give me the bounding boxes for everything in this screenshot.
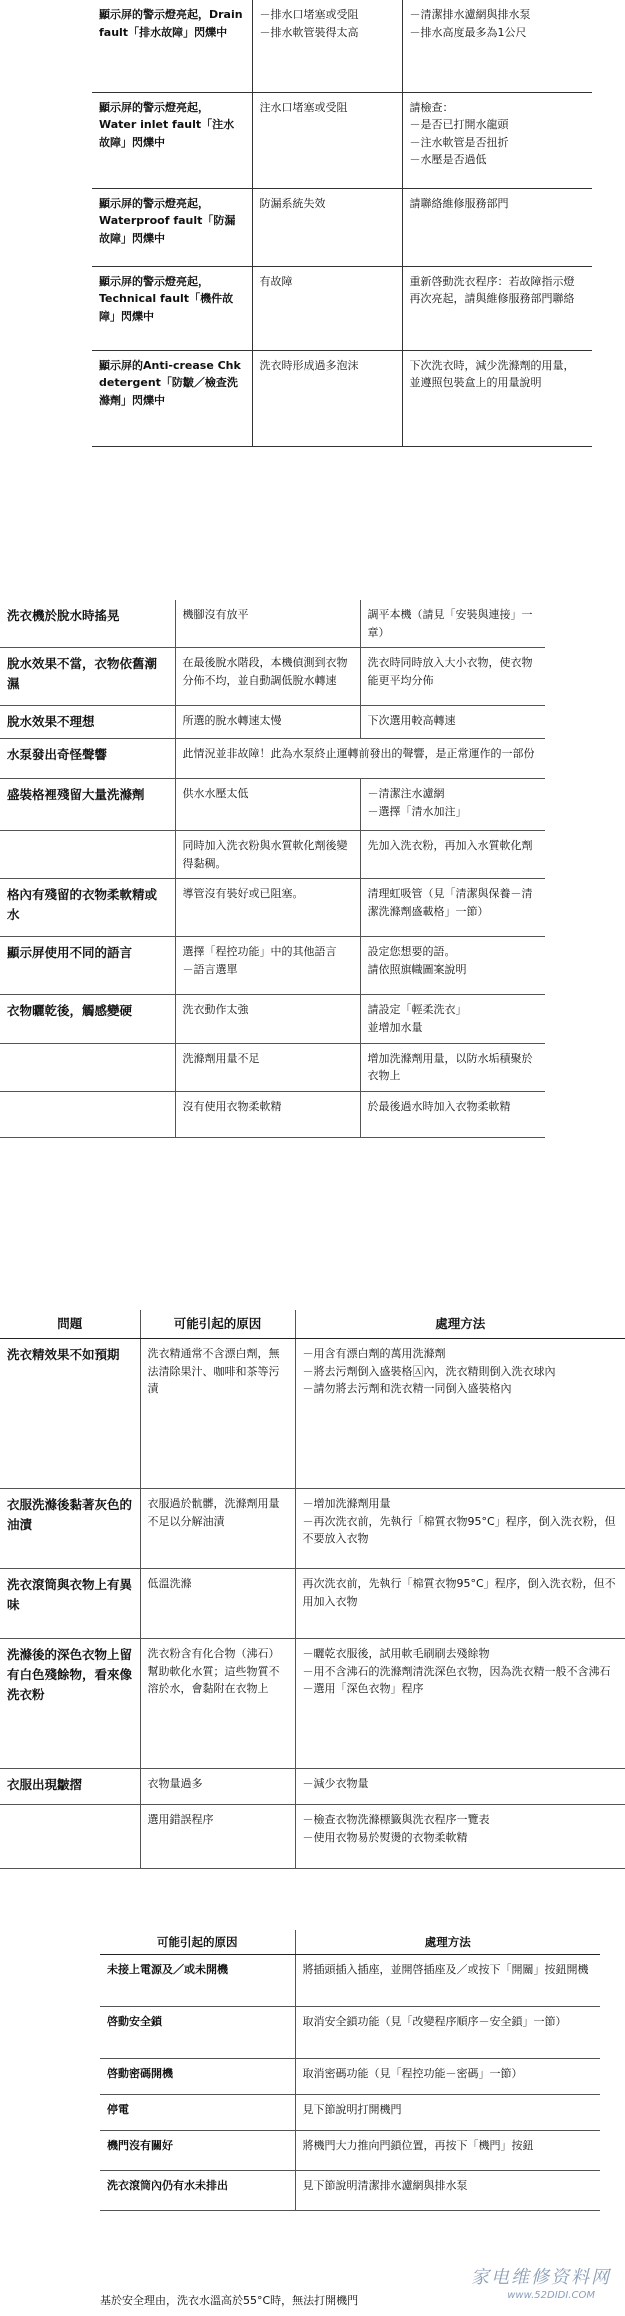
- cause-cell: [175, 779, 360, 831]
- cause-cell: [140, 1569, 295, 1639]
- fault-table-3: [0, 1310, 625, 1869]
- problem-cell: 顯示屏的警示燈亮起，Drain fault「排水故障」閃爍中: [92, 0, 252, 92]
- text-line: 洗衣粉含有化合物（沸石）幫助軟化水質；這些物質不溶於水，會黏附在衣物上: [147, 1647, 280, 1696]
- cause-cell: 啓動密碼開機: [100, 2059, 295, 2095]
- text-line: 並增加水量: [367, 1020, 423, 1034]
- text-line: －注水軟管是否扭折: [409, 135, 509, 149]
- solution-cell: 將插頭插入插座，並開啓插座及／或按下「開關」按鈕開機: [295, 1955, 600, 2007]
- cause-cell: [175, 1043, 360, 1091]
- text-line: －用不含沸石的洗滌劑清洗深色衣物，因為洗衣精一般不含沸石: [302, 1664, 611, 1678]
- header-solution: 處理方法: [295, 1930, 600, 1955]
- solution-cell: [402, 0, 592, 92]
- header-cause: 可能引起的原因: [100, 1930, 295, 1955]
- problem-cell: 洗衣滾筒與衣物上有異味: [0, 1569, 140, 1639]
- solution-cell: [360, 879, 545, 937]
- text-line: 供水水壓太低: [182, 787, 249, 801]
- fault-table-2-grid: [0, 600, 545, 1138]
- text-line: 有故障: [259, 274, 293, 288]
- problem-cell: [0, 1091, 175, 1137]
- watermark-url: www.52DIDI.COM: [507, 2290, 595, 2301]
- text-line: 機腳沒有放平: [182, 608, 249, 621]
- solution-cell: 見下節說明打開機門: [295, 2095, 600, 2131]
- text-line: 於最後過水時加入衣物柔軟精: [367, 1099, 511, 1113]
- text-line: 防漏系統失效: [259, 196, 326, 210]
- cause-cell: [175, 879, 360, 937]
- text-line: 同時加入洗衣粉與水質軟化劑後變得黏稠。: [182, 839, 348, 870]
- problem-cell: [0, 1043, 175, 1091]
- table-row: [0, 995, 545, 1043]
- fault-table-2: [0, 600, 545, 1138]
- table-row: [0, 1489, 625, 1569]
- text-line: －使用衣物易於熨燙的衣物柔軟精: [302, 1830, 468, 1844]
- table-row: [92, 350, 592, 446]
- problem-cell: 水泵發出奇怪聲響: [0, 739, 175, 779]
- solution-cell: [402, 350, 592, 446]
- table-row: [100, 2131, 600, 2171]
- solution-cell: [295, 1769, 625, 1805]
- text-line: 此情況並非故障！此為水泵終止運轉前發出的聲響，是正常運作的一部份: [182, 747, 535, 761]
- problem-cell: 顯示屏使用不同的語言: [0, 937, 175, 995]
- cause-cell: [175, 648, 360, 706]
- fault-table-4: [100, 1930, 600, 2211]
- table-row: [0, 879, 545, 937]
- cause-cell: [140, 1339, 295, 1489]
- text-line: －選用「深色衣物」程序: [302, 1682, 424, 1696]
- fault-table-3-grid: [0, 1310, 625, 1869]
- text-line: 選擇「程控功能」中的其他語言: [182, 945, 337, 959]
- cause-cell: [140, 1769, 295, 1805]
- cause-cell: 洗衣滾筒內仍有水未排出: [100, 2171, 295, 2211]
- table-row: [0, 1639, 625, 1769]
- problem-cell: [0, 1805, 140, 1869]
- problem-cell: 衣服出現皺摺: [0, 1769, 140, 1805]
- text-line: 洗衣精通常不含漂白劑，無法清除果汁、咖啡和茶等污漬: [147, 1347, 280, 1396]
- cause-cell: [252, 92, 402, 188]
- text-line: －用含有漂白劑的萬用洗滌劑: [302, 1347, 446, 1360]
- solution-cell: [360, 995, 545, 1043]
- solution-cell: [360, 1091, 545, 1137]
- text-line: 下次洗衣時，減少洗滌劑的用量，並遵照包裝盒上的用量說明: [409, 358, 575, 390]
- cause-cell: 啓動安全鎖: [100, 2007, 295, 2059]
- text-line: －水壓是否過低: [409, 153, 487, 167]
- solution-cell: [360, 648, 545, 706]
- text-line: 請聯絡維修服務部門: [409, 196, 509, 210]
- text-line: 請設定「輕柔洗衣」: [367, 1003, 467, 1017]
- solution-cell: [360, 706, 545, 739]
- text-line: －排水軟管裝得太高: [259, 25, 359, 39]
- solution-cell: 取消安全鎖功能（見「改變程序順序－安全鎖」一節）: [295, 2007, 600, 2059]
- text-line: 洗衣時形成過多泡沫: [259, 358, 359, 372]
- table-row: [0, 1569, 625, 1639]
- solution-cell: [402, 266, 592, 350]
- text-line: －減少衣物量: [302, 1777, 369, 1790]
- cause-cell: [252, 350, 402, 446]
- problem-cell: 洗滌後的深色衣物上留有白色殘餘物，看來像洗衣粉: [0, 1639, 140, 1769]
- problem-cell: 顯示屏的警示燈亮起，Water inlet fault「注水故障」閃爍中: [92, 92, 252, 188]
- cause-cell: [140, 1489, 295, 1569]
- cause-cell: [175, 739, 545, 779]
- solution-cell: [360, 779, 545, 831]
- cause-cell: [175, 995, 360, 1043]
- header-problem: 問題: [0, 1310, 140, 1339]
- header-cause: 可能引起的原因: [140, 1310, 295, 1339]
- solution-cell: [295, 1805, 625, 1869]
- text-line: －將去污劑倒入盛裝格🄰內，洗衣精則倒入洗衣球內: [302, 1364, 556, 1378]
- text-line: 洗衣時同時放入大小衣物，使衣物能更平均分佈: [367, 656, 533, 687]
- text-line: 衣物量過多: [147, 1777, 203, 1790]
- text-line: 衣服過於骯髒，洗滌劑用量不足以分解油漬: [147, 1497, 280, 1528]
- table-row: [92, 188, 592, 266]
- solution-cell: [295, 1339, 625, 1489]
- problem-cell: 顯示屏的警示燈亮起，Technical fault「機件故障」閃爍中: [92, 266, 252, 350]
- table-row: [0, 1805, 625, 1869]
- fault-table-4-grid: [100, 1930, 600, 2211]
- table-row: [0, 706, 545, 739]
- problem-cell: 衣物曬乾後，觸感變硬: [0, 995, 175, 1043]
- solution-cell: [360, 831, 545, 879]
- solution-cell: [402, 92, 592, 188]
- solution-cell: [360, 600, 545, 648]
- text-line: 洗滌劑用量不足: [182, 1051, 260, 1065]
- problem-cell: 格內有殘留的衣物柔軟精或水: [0, 879, 175, 937]
- table-row: [92, 92, 592, 188]
- cause-cell: 停電: [100, 2095, 295, 2131]
- solution-cell: [295, 1489, 625, 1569]
- text-line: －選擇「清水加注」: [367, 804, 467, 818]
- safety-note: 基於安全理由，洗衣水溫高於55°C時，無法打開機門: [100, 2294, 359, 2307]
- text-line: －排水高度最多為1公尺: [409, 25, 527, 39]
- table-row: [92, 266, 592, 350]
- cause-cell: [175, 706, 360, 739]
- cause-cell: [175, 937, 360, 995]
- text-line: －清潔排水濾網與排水泵: [409, 8, 531, 21]
- problem-cell: 脫水效果不理想: [0, 706, 175, 739]
- problem-cell: 衣服洗滌後黏著灰色的油漬: [0, 1489, 140, 1569]
- text-line: －曬乾衣服後，試用軟毛刷刷去殘餘物: [302, 1647, 490, 1660]
- problem-cell: 脫水效果不當，衣物依舊潮濕: [0, 648, 175, 706]
- problem-cell: 盛裝格裡殘留大量洗滌劑: [0, 779, 175, 831]
- text-line: －排水口堵塞或受阻: [259, 8, 359, 21]
- table-row: [92, 0, 592, 92]
- text-line: 沒有使用衣物柔軟精: [182, 1099, 282, 1113]
- table-row: [0, 779, 545, 831]
- table-row: [100, 2095, 600, 2131]
- solution-cell: [360, 1043, 545, 1091]
- text-line: 下次選用較高轉速: [367, 714, 456, 728]
- table-row: [100, 2059, 600, 2095]
- solution-cell: [295, 1639, 625, 1769]
- cause-cell: 機門沒有關好: [100, 2131, 295, 2171]
- solution-cell: [295, 1569, 625, 1639]
- text-line: 選用錯誤程序: [147, 1813, 214, 1826]
- text-line: －增加洗滌劑用量: [302, 1497, 391, 1510]
- fault-table-1-grid: [92, 0, 592, 447]
- problem-cell: 顯示屏的警示燈亮起，Waterproof fault「防漏故障」閃爍中: [92, 188, 252, 266]
- text-line: 先加入洗衣粉，再加入水質軟化劑: [367, 839, 533, 853]
- table-row: [0, 739, 545, 779]
- fault-table-1: [92, 0, 592, 447]
- table-row: [100, 2007, 600, 2059]
- text-line: 請依照旗幟圖案說明: [367, 962, 467, 976]
- text-line: －清潔注水濾網: [367, 787, 445, 801]
- cause-cell: [140, 1639, 295, 1769]
- text-line: 洗衣動作太強: [182, 1003, 249, 1017]
- problem-cell: [0, 831, 175, 879]
- cause-cell: [175, 1091, 360, 1137]
- table-row: [0, 600, 545, 648]
- cause-cell: [140, 1805, 295, 1869]
- text-line: 設定您想要的語。: [367, 945, 456, 959]
- solution-cell: 將機門大力推向門鎖位置，再按下「機門」按鈕: [295, 2131, 600, 2171]
- cause-cell: [252, 188, 402, 266]
- table-row: [0, 1339, 625, 1489]
- text-line: 重新啓動洗衣程序：若故障指示燈再次亮起，請與維修服務部門聯絡: [409, 274, 575, 306]
- solution-cell: 取消密碼功能（見「程控功能－密碼」一節）: [295, 2059, 600, 2095]
- text-line: －再次洗衣前，先執行「棉質衣物95°C」程序，倒入洗衣粉，但不要放入衣物: [302, 1514, 616, 1546]
- text-line: －是否已打開水龍頭: [409, 118, 509, 132]
- table-row: [0, 648, 545, 706]
- cause-cell: [175, 600, 360, 648]
- problem-cell: 洗衣機於脫水時搖晃: [0, 600, 175, 648]
- text-line: 注水口堵塞或受阻: [259, 100, 348, 114]
- text-line: 增加洗滌劑用量，以防水垢積聚於衣物上: [367, 1051, 533, 1083]
- table-row: [0, 1043, 545, 1091]
- text-line: 再次洗衣前，先執行「棉質衣物95°C」程序，倒入洗衣粉，但不用加入衣物: [302, 1577, 616, 1608]
- solution-cell: 見下節說明清潔排水濾網與排水泵: [295, 2171, 600, 2211]
- table-row: [100, 2171, 600, 2211]
- table-row: [0, 1769, 625, 1805]
- table-row: [0, 937, 545, 995]
- solution-cell: [360, 937, 545, 995]
- table-row: [0, 831, 545, 879]
- table-row: [100, 1955, 600, 2007]
- text-line: －請勿將去污劑和洗衣精一同倒入盛裝格內: [302, 1382, 512, 1396]
- problem-cell: 顯示屏的Anti-crease Chk detergent「防皺／檢查洗滌劑」閃爍中: [92, 350, 252, 446]
- text-line: 請檢查：: [409, 100, 454, 114]
- cause-cell: [252, 0, 402, 92]
- cause-cell: [252, 266, 402, 350]
- text-line: 清理虹吸管（見「清潔與保養－清潔洗滌劑盛載格」一節）: [367, 887, 533, 918]
- text-line: 導管沒有裝好或已阻塞。: [182, 887, 304, 901]
- text-line: －檢查衣物洗滌標籤與洗衣程序一覽表: [302, 1813, 490, 1826]
- cause-cell: [175, 831, 360, 879]
- text-line: 在最後脫水階段，本機偵測到衣物分佈不均，並自動調低脫水轉速: [182, 656, 348, 687]
- text-line: 所選的脫水轉速太慢: [182, 714, 282, 728]
- table-row: [0, 1091, 545, 1137]
- text-line: －語言選單: [182, 962, 238, 976]
- text-line: 調平本機（請見「安裝與連接」一章）: [367, 608, 533, 639]
- text-line: 低溫洗滌: [147, 1577, 192, 1590]
- problem-cell: 洗衣精效果不如預期: [0, 1339, 140, 1489]
- header-solution: 處理方法: [295, 1310, 625, 1339]
- watermark-logo: 家电维修资料网: [471, 2267, 611, 2288]
- solution-cell: [402, 188, 592, 266]
- cause-cell: 未接上電源及／或未開機: [100, 1955, 295, 2007]
